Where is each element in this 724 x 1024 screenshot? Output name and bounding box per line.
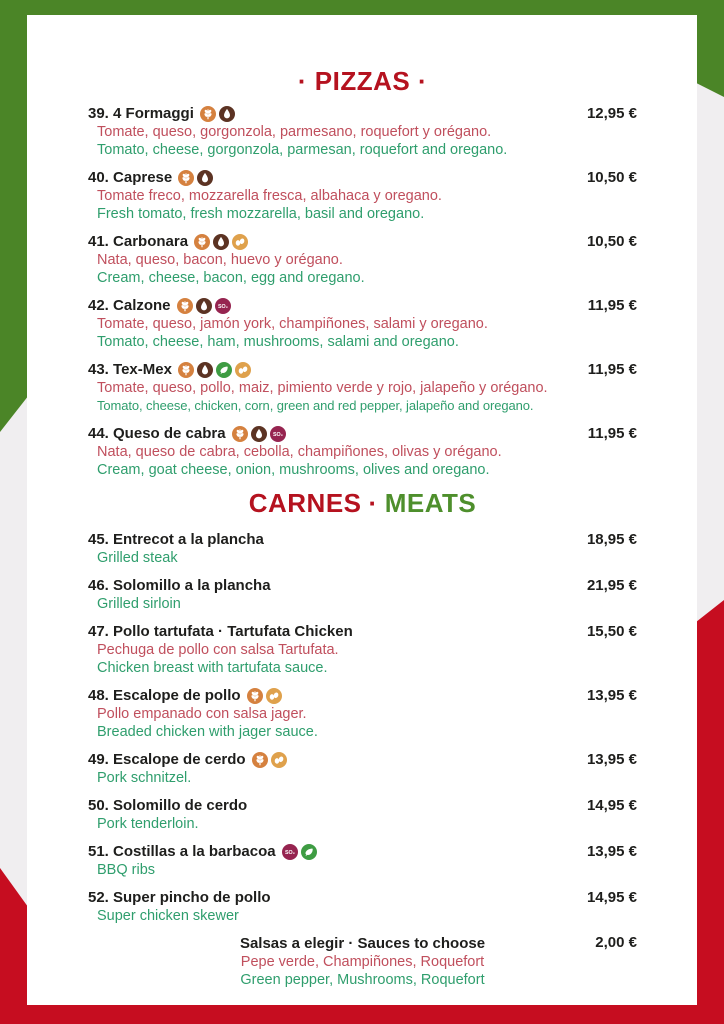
item-description-en: Breaded chicken with jager sauce. bbox=[97, 724, 318, 740]
item-header bbox=[88, 750, 637, 769]
carnes-item-list bbox=[88, 530, 637, 925]
egg-icon bbox=[232, 234, 248, 250]
item-description-en: Tomato, cheese, chicken, corn, green and red pepper, jalapeño and oregano. bbox=[97, 398, 534, 413]
menu-item-49 bbox=[88, 750, 637, 787]
item-header bbox=[88, 686, 637, 705]
menu-item-44 bbox=[88, 424, 637, 479]
item-price: 21,95 € bbox=[586, 577, 637, 594]
item-description-es: Nata, queso de cabra, cebolla, champiñones, olivas y orégano. bbox=[97, 444, 502, 460]
sauces-price: 2,00 € bbox=[595, 934, 637, 951]
item-name: 39. 4 Formaggi bbox=[88, 105, 194, 122]
item-header bbox=[88, 104, 637, 123]
lactose-icon bbox=[196, 298, 212, 314]
title-separator-dot: · bbox=[368, 488, 378, 518]
item-description-es: Pechuga de pollo con salsa Tartufata. bbox=[97, 642, 339, 658]
item-description-es: Pollo empanado con salsa jager. bbox=[97, 706, 307, 722]
carnes-section-title bbox=[88, 488, 637, 518]
item-name: 50. Solomillo de cerdo bbox=[88, 797, 248, 814]
egg-icon bbox=[235, 362, 251, 378]
item-header bbox=[88, 796, 637, 815]
gluten-icon bbox=[194, 234, 210, 250]
egg-icon bbox=[266, 688, 282, 704]
item-price: 12,95 € bbox=[586, 105, 637, 122]
lactose-icon bbox=[197, 362, 213, 378]
menu-content bbox=[88, 66, 637, 989]
menu-item-50 bbox=[88, 796, 637, 833]
frame-top-green-bar bbox=[0, 0, 724, 15]
svg-text:SO₂: SO₂ bbox=[284, 849, 295, 856]
item-price: 18,95 € bbox=[586, 531, 637, 548]
item-description-en: Cream, cheese, bacon, egg and oregano. bbox=[97, 270, 365, 286]
item-price: 10,50 € bbox=[586, 169, 637, 186]
sulfites-icon bbox=[215, 298, 231, 314]
menu-item-45 bbox=[88, 530, 637, 567]
item-header bbox=[88, 296, 637, 315]
item-price: 10,50 € bbox=[586, 233, 637, 250]
item-description-en: Fresh tomato, fresh mozzarella, basil and oregano. bbox=[97, 206, 425, 222]
lactose-icon bbox=[251, 426, 267, 442]
allergen-icons bbox=[194, 234, 248, 250]
sulfites-icon bbox=[282, 844, 298, 860]
item-description-es: Tomate, queso, gorgonzola, parmesano, roquefort y orégano. bbox=[97, 124, 492, 140]
gluten-icon bbox=[252, 752, 268, 768]
allergen-icons bbox=[282, 844, 317, 860]
sauces-row bbox=[88, 934, 637, 989]
item-name: 40. Caprese bbox=[88, 169, 173, 186]
menu-item-47 bbox=[88, 622, 637, 677]
item-header bbox=[88, 424, 637, 443]
lactose-icon bbox=[213, 234, 229, 250]
egg-icon bbox=[271, 752, 287, 768]
soy-icon bbox=[301, 844, 317, 860]
sauces-title: Salsas a elegir · Sauces to choose bbox=[239, 935, 486, 952]
item-price: 13,95 € bbox=[586, 751, 637, 768]
item-description-en: Chicken breast with tartufata sauce. bbox=[97, 660, 328, 676]
item-price: 13,95 € bbox=[586, 687, 637, 704]
gluten-icon bbox=[178, 170, 194, 186]
svg-text:SO₂: SO₂ bbox=[217, 303, 228, 310]
menu-item-46 bbox=[88, 576, 637, 613]
item-name: 52. Super pincho de pollo bbox=[88, 889, 271, 906]
gluten-icon bbox=[178, 362, 194, 378]
item-description-en: Tomato, cheese, ham, mushrooms, salami and oregano. bbox=[97, 334, 459, 350]
item-name: 46. Solomillo a la plancha bbox=[88, 577, 271, 594]
item-price: 11,95 € bbox=[587, 297, 637, 314]
allergen-icons bbox=[232, 426, 286, 442]
item-description-en: Pork schnitzel. bbox=[97, 770, 192, 786]
lactose-icon bbox=[197, 170, 213, 186]
menu-item-42 bbox=[88, 296, 637, 351]
section-pizzas bbox=[88, 66, 637, 479]
gluten-icon bbox=[177, 298, 193, 314]
menu-item-39 bbox=[88, 104, 637, 159]
gluten-icon bbox=[247, 688, 263, 704]
item-name: 42. Calzone bbox=[88, 297, 171, 314]
frame-right-red-shape bbox=[697, 600, 724, 1024]
menu-item-52 bbox=[88, 888, 637, 925]
item-header bbox=[88, 168, 637, 187]
item-header bbox=[88, 360, 637, 379]
item-header bbox=[88, 888, 637, 907]
gluten-icon bbox=[232, 426, 248, 442]
item-description-en: Grilled sirloin bbox=[97, 596, 181, 612]
item-price: 11,95 € bbox=[587, 425, 637, 442]
item-price: 14,95 € bbox=[586, 889, 637, 906]
item-description-en: Tomato, cheese, gorgonzola, parmesan, roquefort and oregano. bbox=[97, 142, 508, 158]
allergen-icons bbox=[178, 362, 251, 378]
menu-item-48 bbox=[88, 686, 637, 741]
item-description-en: Pork tenderloin. bbox=[97, 816, 199, 832]
item-name: 41. Carbonara bbox=[88, 233, 189, 250]
section-carnes bbox=[88, 488, 637, 925]
item-description-en: BBQ ribs bbox=[97, 862, 156, 878]
item-header bbox=[88, 232, 637, 251]
item-name: 49. Escalope de cerdo bbox=[88, 751, 246, 768]
item-name: 47. Pollo tartufata · Tartufata Chicken bbox=[88, 623, 353, 640]
item-header bbox=[88, 576, 637, 595]
pizzas-item-list bbox=[88, 104, 637, 479]
item-name: 43. Tex-Mex bbox=[88, 361, 172, 378]
item-header bbox=[88, 842, 637, 861]
item-name: 48. Escalope de pollo bbox=[88, 687, 241, 704]
allergen-icons bbox=[178, 170, 213, 186]
pizzas-section-title: · PIZZAS · bbox=[297, 66, 428, 96]
gluten-icon bbox=[200, 106, 216, 122]
menu-item-41 bbox=[88, 232, 637, 287]
item-name: 44. Queso de cabra bbox=[88, 425, 226, 442]
item-name: 45. Entrecot a la plancha bbox=[88, 531, 264, 548]
lactose-icon bbox=[219, 106, 235, 122]
sulfites-icon bbox=[270, 426, 286, 442]
menu-item-51 bbox=[88, 842, 637, 879]
item-price: 11,95 € bbox=[587, 361, 637, 378]
allergen-icons bbox=[200, 106, 235, 122]
sauces-description-es: Pepe verde, Champiñones, Roquefort bbox=[240, 954, 485, 970]
item-price: 13,95 € bbox=[586, 843, 637, 860]
item-description-es: Tomate, queso, pollo, maiz, pimiento verde y rojo, jalapeño y orégano. bbox=[97, 380, 548, 396]
carnes-title-es: CARNES bbox=[248, 488, 362, 518]
menu-item-43 bbox=[88, 360, 637, 415]
menu-item-40 bbox=[88, 168, 637, 223]
frame-left-green-shape bbox=[0, 0, 27, 432]
item-description-es: Tomate freco, mozzarella fresca, albahaca y oregano. bbox=[97, 188, 442, 204]
allergen-icons bbox=[177, 298, 231, 314]
item-description-en: Grilled steak bbox=[97, 550, 178, 566]
item-description-es: Tomate, queso, jamón york, champiñones, salami y oregano. bbox=[97, 316, 488, 332]
item-price: 15,50 € bbox=[586, 623, 637, 640]
allergen-icons bbox=[252, 752, 287, 768]
item-price: 14,95 € bbox=[586, 797, 637, 814]
item-description-es: Nata, queso, bacon, huevo y orégano. bbox=[97, 252, 343, 268]
soy-icon bbox=[216, 362, 232, 378]
item-header bbox=[88, 530, 637, 549]
frame-left-red-shape bbox=[0, 868, 27, 1024]
item-header bbox=[88, 622, 637, 641]
sauces-description-en: Green pepper, Mushrooms, Roquefort bbox=[240, 972, 485, 988]
allergen-icons bbox=[247, 688, 282, 704]
item-description-en: Cream, goat cheese, onion, mushrooms, olives and oregano. bbox=[97, 462, 490, 478]
frame-bottom-red-bar bbox=[0, 1005, 724, 1024]
carnes-title-en: MEATS bbox=[384, 488, 477, 518]
svg-text:SO₂: SO₂ bbox=[272, 431, 283, 438]
item-name: 51. Costillas a la barbacoa bbox=[88, 843, 276, 860]
item-description-en: Super chicken skewer bbox=[97, 908, 239, 924]
